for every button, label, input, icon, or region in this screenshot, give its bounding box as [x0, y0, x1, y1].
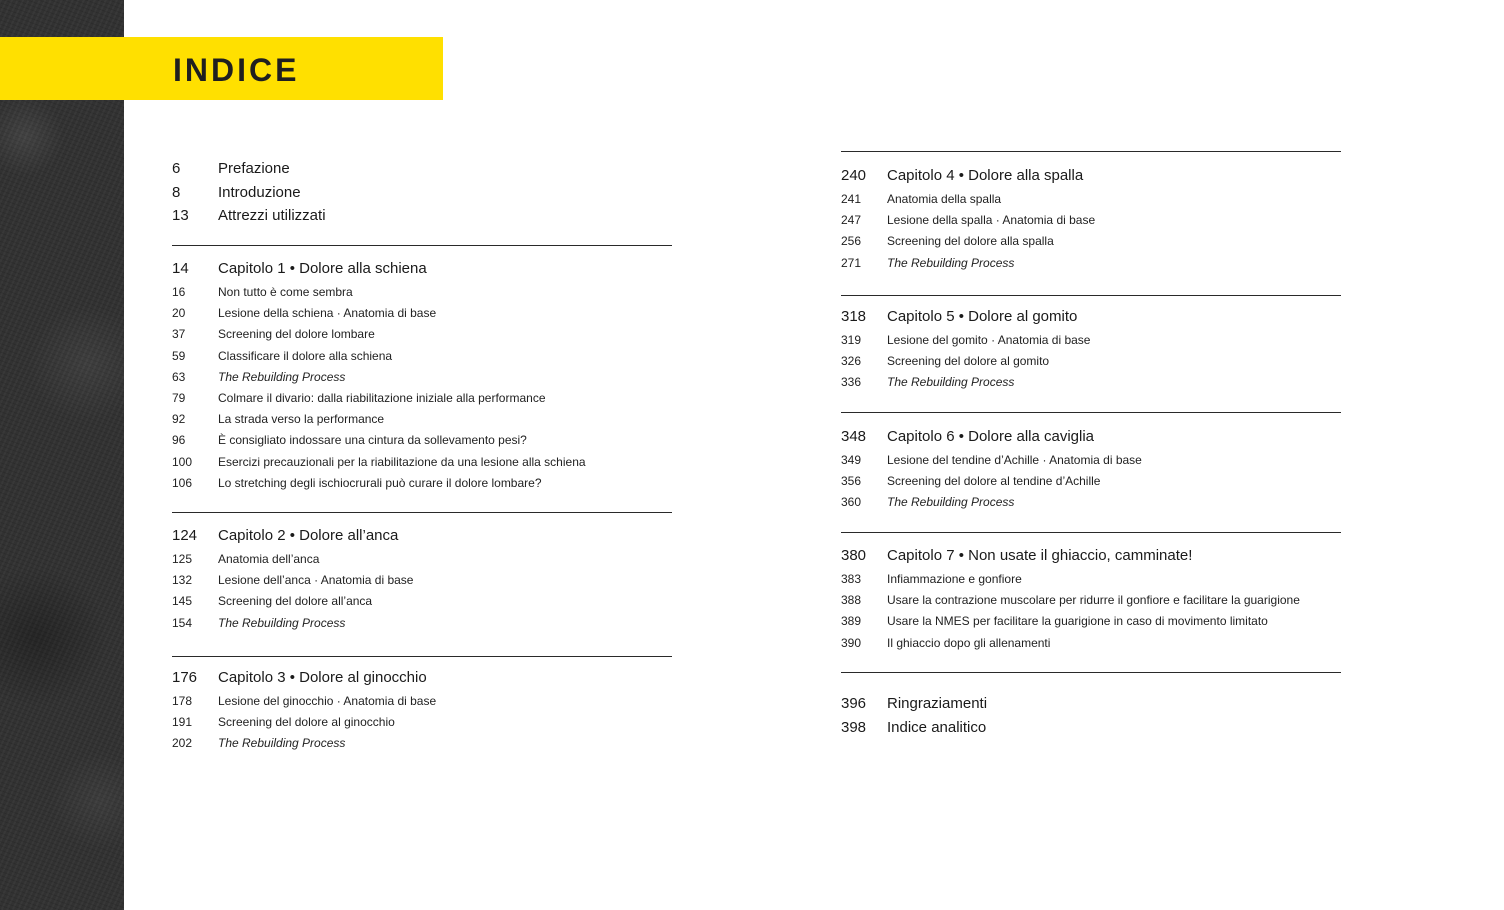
toc-subentry[interactable] [172, 733, 672, 754]
toc-subentry[interactable] [841, 611, 1341, 632]
page-number: 388 [841, 593, 862, 608]
entry-title: Colmare il divario: dalla riabilitazione iniziale alla performance [218, 390, 546, 405]
page-number: 154 [172, 615, 193, 630]
entry-title: Infiammazione e gonfiore [887, 572, 1022, 586]
entry-title: Non tutto è come sembra [218, 285, 353, 299]
chapter-title: Capitolo 4 • Dolore alla spalla [887, 167, 1084, 184]
entry-title: Lesione del tendine d’Achille · Anatomia di base [887, 453, 1142, 467]
chapter-section [172, 245, 672, 494]
toc-subentry[interactable] [172, 570, 672, 591]
page-number: 178 [172, 694, 193, 708]
toc-entry[interactable] [841, 716, 1341, 740]
entry-title: Il ghiaccio dopo gli allenamenti [887, 635, 1051, 650]
chapter-heading[interactable] [172, 256, 672, 282]
entry-title: È consigliato indossare una cintura da sollevamento pesi? [218, 433, 527, 448]
toc-subentry[interactable] [172, 613, 672, 634]
page-number: 96 [172, 433, 186, 448]
toc-subentry[interactable] [172, 388, 672, 409]
toc-subentry[interactable] [841, 590, 1341, 611]
toc-subentry[interactable] [841, 253, 1341, 274]
page-number: 79 [172, 390, 186, 405]
entry-title: The Rebuilding Process [218, 615, 346, 630]
entry-title: Esercizi precauzionali per la riabilitazione da una lesione alla schiena [218, 454, 586, 469]
entry-title: Lesione della spalla · Anatomia di base [887, 213, 1096, 228]
page-number: 191 [172, 715, 193, 730]
entry-title: The Rebuilding Process [218, 736, 346, 751]
chapter-heading[interactable] [172, 665, 672, 691]
page-number: 132 [172, 573, 193, 588]
toc-subentry[interactable] [172, 452, 672, 473]
page-number: 20 [172, 306, 186, 321]
entry-title: Attrezzi utilizzati [218, 207, 326, 224]
entry-title: The Rebuilding Process [887, 255, 1015, 270]
chapter-heading[interactable] [172, 523, 672, 549]
chapter-heading[interactable] [841, 543, 1341, 569]
entry-title: Introduzione [218, 183, 301, 201]
toc-subentry[interactable] [841, 372, 1341, 393]
toc-subentry[interactable] [841, 330, 1341, 351]
toc-subentry[interactable] [841, 210, 1341, 231]
entry-title: Lo stretching degli ischiocrurali può curare il dolore lombare? [218, 475, 542, 490]
entry-title: Anatomia della spalla [887, 192, 1002, 206]
page-number: 360 [841, 495, 862, 510]
toc-subentry[interactable] [841, 569, 1341, 590]
page-number: 63 [172, 369, 186, 384]
entry-title: La strada verso la performance [218, 412, 385, 427]
entry-title: Screening del dolore al ginocchio [218, 715, 395, 730]
toc-subentry[interactable] [172, 346, 672, 367]
entry-title: Lesione della schiena · Anatomia di base [218, 306, 437, 321]
toc-subentry[interactable] [172, 409, 672, 430]
page-number: 240 [841, 167, 867, 184]
back-matter [841, 672, 1341, 739]
page-number: 349 [841, 453, 862, 467]
entry-title: Screening del dolore al tendine d’Achille [887, 474, 1101, 489]
page-number: 326 [841, 354, 862, 369]
toc-subentry[interactable] [172, 282, 672, 303]
page-number: 106 [172, 475, 193, 490]
entry-title: Classificare il dolore alla schiena [218, 348, 393, 363]
page-number: 247 [841, 213, 862, 228]
textured-sidebar [0, 0, 124, 910]
chapter-section [841, 295, 1341, 394]
toc-subentry[interactable] [172, 691, 672, 712]
entry-title: Lesione dell’anca · Anatomia di base [218, 573, 414, 588]
entry-title: Screening del dolore lombare [218, 327, 375, 342]
entry-title: Lesione del gomito · Anatomia di base [887, 333, 1091, 347]
page-title: INDICE [173, 52, 300, 88]
chapter-heading[interactable] [841, 163, 1341, 189]
page-number: 380 [841, 547, 867, 564]
toc-subentry[interactable] [172, 473, 672, 494]
toc-subentry[interactable] [172, 367, 672, 388]
toc-subentry[interactable] [841, 351, 1341, 372]
page-number: 241 [841, 192, 862, 206]
entry-title: Anatomia dell’anca [218, 552, 320, 566]
page-number: 59 [172, 348, 186, 363]
toc-subentry[interactable] [172, 303, 672, 324]
toc-subentry[interactable] [172, 549, 672, 570]
page-number: 256 [841, 234, 862, 249]
entry-title: Screening del dolore al gomito [887, 354, 1050, 369]
toc-entry[interactable] [841, 692, 1341, 716]
page-number: 8 [172, 183, 181, 201]
page-number: 398 [841, 718, 867, 736]
toc-entry[interactable] [172, 204, 672, 228]
page-number: 124 [172, 527, 198, 544]
toc-subentry[interactable] [841, 189, 1341, 210]
entry-title: The Rebuilding Process [887, 495, 1015, 510]
entry-title: Ringraziamenti [887, 695, 988, 712]
entry-title: Indice analitico [887, 718, 987, 736]
entry-title: The Rebuilding Process [218, 369, 346, 384]
page-number: 37 [172, 327, 186, 342]
chapter-section [172, 656, 672, 755]
toc-subentry[interactable] [841, 471, 1341, 492]
entry-title: Prefazione [218, 160, 290, 177]
toc-subentry[interactable] [172, 430, 672, 451]
page-number: 356 [841, 474, 862, 489]
page-number: 125 [172, 552, 193, 566]
chapter-title: Capitolo 6 • Dolore alla caviglia [887, 428, 1095, 445]
chapter-heading[interactable] [841, 304, 1341, 330]
chapter-heading[interactable] [841, 424, 1341, 450]
front-matter [172, 157, 672, 228]
page-number: 145 [172, 594, 193, 609]
page-number: 176 [172, 669, 198, 686]
toc-subentry[interactable] [841, 231, 1341, 252]
toc-subentry[interactable] [172, 591, 672, 612]
chapter-title: Capitolo 1 • Dolore alla schiena [218, 260, 427, 277]
page-number: 389 [841, 614, 862, 629]
page-number: 396 [841, 695, 867, 712]
page-number: 319 [841, 333, 862, 347]
toc-subentry[interactable] [841, 450, 1341, 471]
entry-title: Usare la contrazione muscolare per ridurre il gonfiore e facilitare la guarigione [887, 593, 1300, 608]
toc-subentry[interactable] [841, 633, 1341, 654]
page-number: 16 [172, 285, 186, 299]
chapter-section [841, 412, 1341, 514]
page-number: 92 [172, 412, 186, 427]
chapter-title: Capitolo 3 • Dolore al ginocchio [218, 669, 427, 686]
toc-subentry[interactable] [172, 324, 672, 345]
page-number: 13 [172, 207, 189, 224]
page-number: 336 [841, 375, 862, 390]
chapter-title: Capitolo 7 • Non usate il ghiaccio, camminate! [887, 547, 1193, 564]
page-number: 383 [841, 572, 862, 586]
toc-subentry[interactable] [841, 492, 1341, 513]
toc-entry[interactable] [172, 181, 672, 205]
chapter-title: Capitolo 2 • Dolore all’anca [218, 527, 399, 544]
page-number: 390 [841, 635, 862, 650]
page-number: 6 [172, 160, 181, 177]
chapter-section [172, 512, 672, 634]
chapter-section [841, 151, 1341, 274]
page-number: 348 [841, 428, 867, 445]
toc-entry[interactable] [172, 157, 672, 181]
entry-title: Usare la NMES per facilitare la guarigione in caso di movimento limitato [887, 614, 1268, 629]
page-number: 318 [841, 308, 867, 325]
entry-title: Lesione del ginocchio · Anatomia di base [218, 694, 437, 708]
page-number: 100 [172, 454, 193, 469]
entry-title: Screening del dolore all’anca [218, 594, 373, 609]
page-number: 271 [841, 255, 862, 270]
page-number: 14 [172, 260, 189, 277]
page-number: 202 [172, 736, 193, 751]
toc-subentry[interactable] [172, 712, 672, 733]
entry-title: Screening del dolore alla spalla [887, 234, 1054, 249]
chapter-title: Capitolo 5 • Dolore al gomito [887, 308, 1078, 325]
entry-title: The Rebuilding Process [887, 375, 1015, 390]
chapter-section [841, 532, 1341, 654]
